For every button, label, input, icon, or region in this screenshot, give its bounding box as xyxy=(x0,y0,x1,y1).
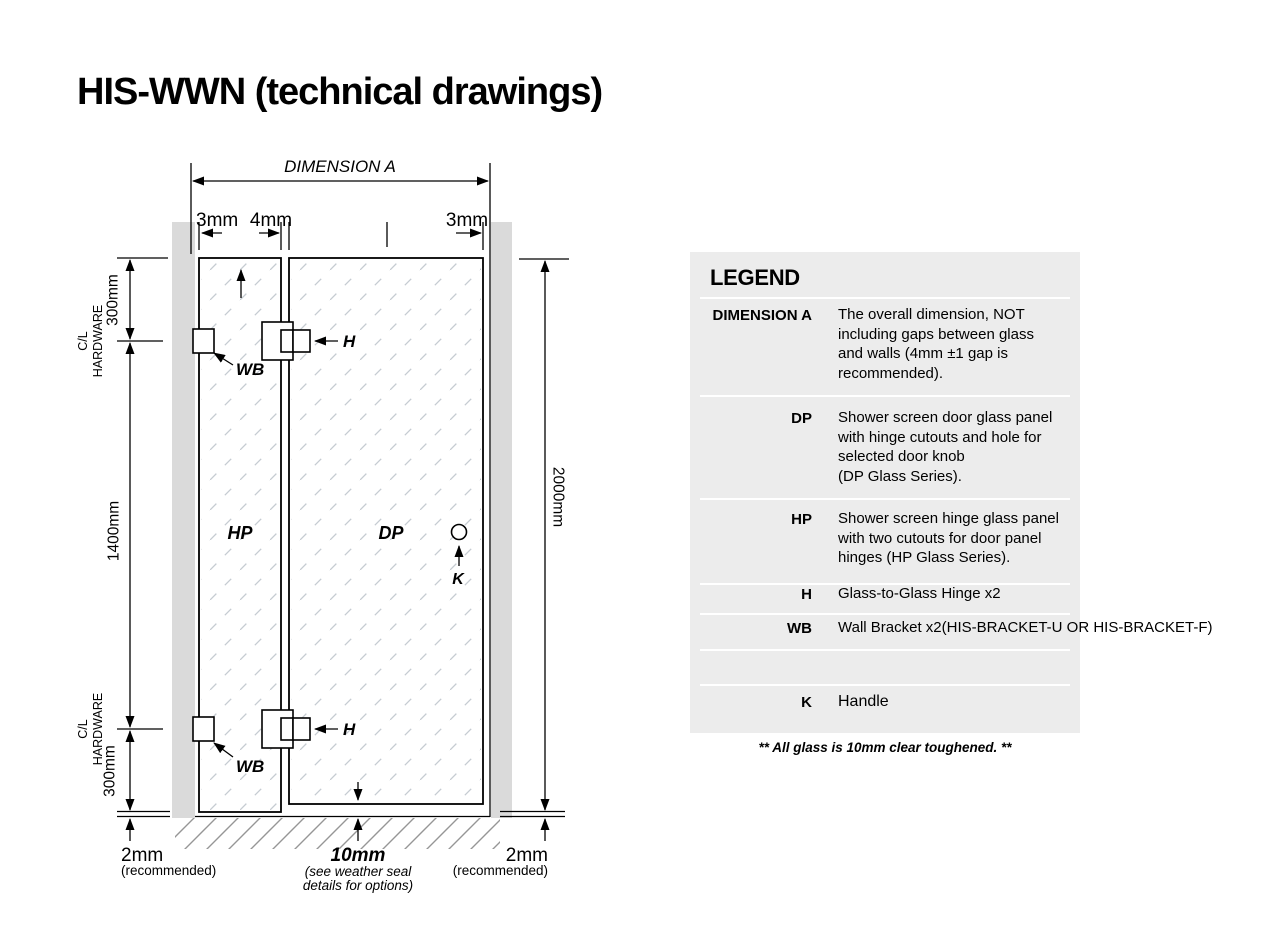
hinge-bottom-label: H xyxy=(343,720,356,739)
dim-1400-label: 1400mm xyxy=(105,500,123,562)
cl-hardware-top-line1: C/L xyxy=(76,331,90,351)
legend-divider xyxy=(700,297,1070,299)
hp-panel-label: HP xyxy=(227,523,253,543)
legend-term-dp: DP xyxy=(791,410,812,427)
glass-panels xyxy=(199,258,483,812)
seal-note-line1: (see weather seal xyxy=(304,864,412,879)
legend-term-h: H xyxy=(801,586,812,603)
legend-divider xyxy=(700,649,1070,651)
gap-left-label: 3mm xyxy=(196,210,239,231)
top-gap-dimensions xyxy=(196,210,488,250)
handle-label: K xyxy=(452,571,464,588)
cl-hardware-bottom-line2: HARDWARE xyxy=(91,692,105,766)
cl-hardware-bottom-line1: C/L xyxy=(76,719,90,739)
legend-desc-k: Handle xyxy=(838,693,889,710)
wall-bracket-bottom-label: WB xyxy=(236,757,265,776)
legend-panel xyxy=(690,252,1213,733)
dim-2mm-right-label: 2mm xyxy=(505,845,548,866)
legend-desc-wb: Wall Bracket x2(HIS-BRACKET-U OR HIS-BRACKET-F) xyxy=(838,619,1213,636)
gap-right-label: 3mm xyxy=(445,210,489,231)
seal-note-line2: details for options) xyxy=(302,878,414,893)
legend-divider xyxy=(700,684,1070,686)
dp-panel-label: DP xyxy=(378,523,404,543)
wall-bracket-top xyxy=(193,329,214,353)
legend-divider xyxy=(700,395,1070,397)
gap-mid-label: 4mm xyxy=(249,210,293,231)
legend-term-wb: WB xyxy=(787,620,812,637)
dim-10mm-label: 10mm xyxy=(330,845,386,866)
handle-hole xyxy=(452,525,467,540)
legend-desc-dp: Shower screen door glass panel with hinge cutouts and hole for selected door knob (DP Glass Series). xyxy=(838,409,1053,486)
hinge-top-label: H xyxy=(343,332,356,351)
legend-desc-h: Glass-to-Glass Hinge x2 xyxy=(838,585,1001,602)
dimension-a-group xyxy=(191,157,488,254)
legend-divider xyxy=(700,613,1070,615)
wall-left xyxy=(172,222,195,818)
legend-desc-dimension-a: The overall dimension, NOT including gaps between glass and walls (4mm ±1 gap is recommended). xyxy=(838,306,1034,383)
legend-desc-hp: Shower screen hinge glass panel with two cutouts for door panel hinges (HP Glass Series). xyxy=(838,510,1059,567)
dim-2mm-left-label: 2mm xyxy=(121,845,164,866)
wall-right xyxy=(491,222,512,818)
legend-term-dimension-a: DIMENSION A xyxy=(712,307,812,324)
cl-hardware-top-line2: HARDWARE xyxy=(91,304,105,378)
dim-300-bottom-label: 300mm xyxy=(101,745,119,797)
legend-term-hp: HP xyxy=(791,511,812,528)
dim-2000-label: 2000mm xyxy=(549,466,567,528)
legend-footnote: ** All glass is 10mm clear toughened. ** xyxy=(758,740,1012,755)
wall-bracket-top-label: WB xyxy=(236,360,265,379)
wall-bracket-bottom xyxy=(193,717,214,741)
legend-term-k: K xyxy=(801,694,812,711)
dimension-a-label: DIMENSION A xyxy=(284,157,396,176)
page-title: HIS-WWN (technical drawings) xyxy=(77,71,603,113)
legend-title: LEGEND xyxy=(710,265,800,290)
dim-2mm-left-note: (recommended) xyxy=(121,863,217,878)
dim-300-top-label: 300mm xyxy=(104,274,122,326)
dim-2mm-right-note: (recommended) xyxy=(452,863,548,878)
legend-divider xyxy=(700,498,1070,500)
